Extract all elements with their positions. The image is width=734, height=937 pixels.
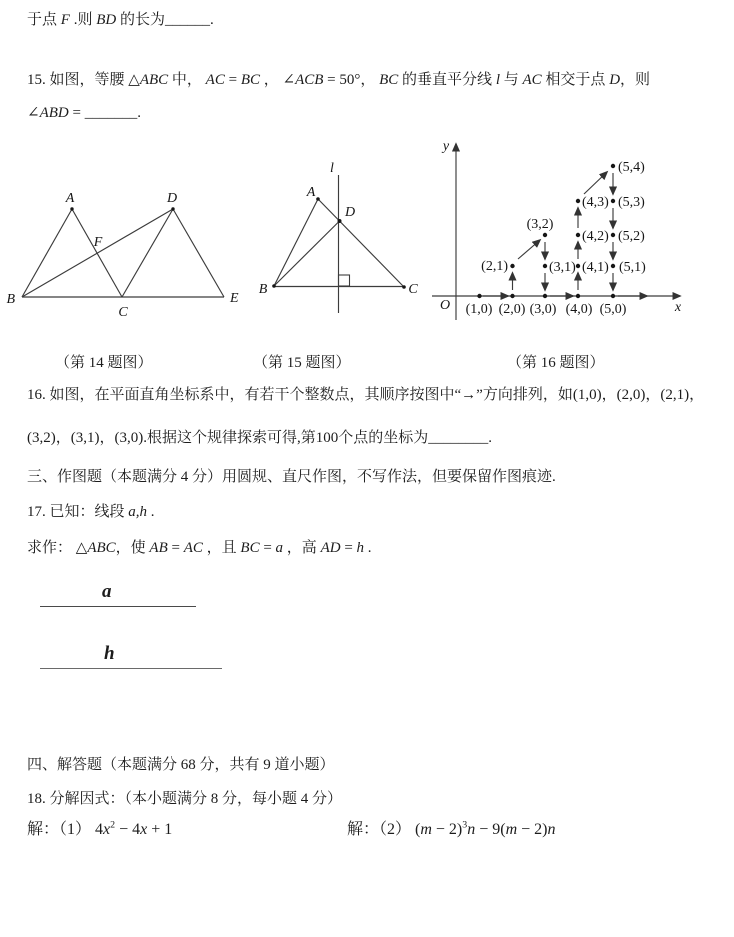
caption-figure-15: （第 15 题图） [253, 355, 351, 371]
svg-text:B: B [258, 282, 268, 297]
svg-text:E: E [230, 291, 239, 306]
svg-text:F: F [93, 235, 103, 250]
svg-text:(4,2): (4,2) [582, 229, 609, 244]
svg-text:x: x [674, 300, 682, 315]
svg-text:(2,1): (2,1) [481, 259, 508, 274]
segment-a-line [40, 606, 196, 607]
text-problem16-line1: 16. 如图，在平面直角坐标系中，有若干个整数点，其顺序按图中“→”方向排列，如(1,0)，(2,0)，(2,1)， [27, 387, 705, 403]
svg-text:A: A [306, 185, 316, 200]
svg-text:y: y [442, 139, 450, 154]
svg-text:C: C [118, 305, 128, 320]
svg-text:A: A [65, 191, 75, 206]
svg-text:(2,0): (2,0) [498, 302, 526, 317]
text-section4-header: 四、解答题（本题满分 68 分，共有 9 道小题） [27, 757, 335, 773]
svg-text:(4,3): (4,3) [582, 195, 609, 210]
segment-h-label: h [104, 643, 115, 664]
svg-text:B: B [6, 292, 15, 307]
text-section3-header: 三、作图题（本题满分 4 分）用圆规、直尺作图，不写作法，但要保留作图痕迹. [27, 469, 556, 485]
svg-text:(5,4): (5,4) [618, 160, 645, 175]
text-problem16-line2: (3,2)，(3,1)，(3,0).根据这个规律探索可得,第100个点的坐标为________. [27, 430, 493, 446]
caption-figure-16: （第 16 题图） [507, 355, 605, 371]
text-problem15-line2: ∠ABD = _______. [27, 105, 141, 121]
svg-text:D: D [166, 191, 178, 206]
svg-text:(3,0): (3,0) [529, 302, 557, 317]
svg-text:(5,3): (5,3) [618, 195, 645, 210]
text-problem14-tail: 于点 F .则 BD 的长为______. [27, 12, 214, 28]
text-problem18-part1: 解：（1） $4x^2 - 4x + 1$ [27, 819, 173, 838]
text-problem17-given: 17. 已知：线段 a,h . [27, 504, 155, 520]
figure-problem-14 [0, 186, 245, 327]
svg-text:(5,2): (5,2) [618, 229, 645, 244]
text-problem17-construct: 求作： △ABC，使 AB = AC ，且 BC = a ，高 AD = h . [27, 540, 372, 556]
svg-text:l: l [330, 161, 334, 176]
text-problem18-part2: 解：（2） $(m - 2)^3n - 9(m - 2)n$ [347, 819, 556, 838]
svg-text:(3,2): (3,2) [526, 217, 554, 232]
figure-problem-16 [430, 138, 732, 333]
svg-text:(5,1): (5,1) [619, 260, 646, 275]
svg-text:(4,0): (4,0) [565, 302, 593, 317]
svg-text:D: D [345, 205, 356, 220]
svg-text:O: O [439, 298, 451, 313]
figure-problem-15 [255, 158, 430, 331]
svg-text:(1,0): (1,0) [465, 302, 493, 317]
text-problem15-line1: 15. 如图，等腰 △ABC 中， AC = BC ， ∠ACB = 50°， BC 的垂直平分线 l 与 AC 相交于点 D，则 [27, 72, 651, 88]
segment-a-label: a [102, 581, 112, 602]
text-problem18-header: 18. 分解因式：（本小题满分 8 分，每小题 4 分） [27, 791, 343, 807]
svg-text:(4,1): (4,1) [582, 260, 609, 275]
svg-text:(5,0): (5,0) [599, 302, 627, 317]
svg-text:C: C [408, 282, 418, 297]
caption-figure-14: （第 14 题图） [55, 355, 153, 371]
segment-h-line [40, 668, 222, 669]
svg-text:(3,1): (3,1) [549, 260, 576, 275]
